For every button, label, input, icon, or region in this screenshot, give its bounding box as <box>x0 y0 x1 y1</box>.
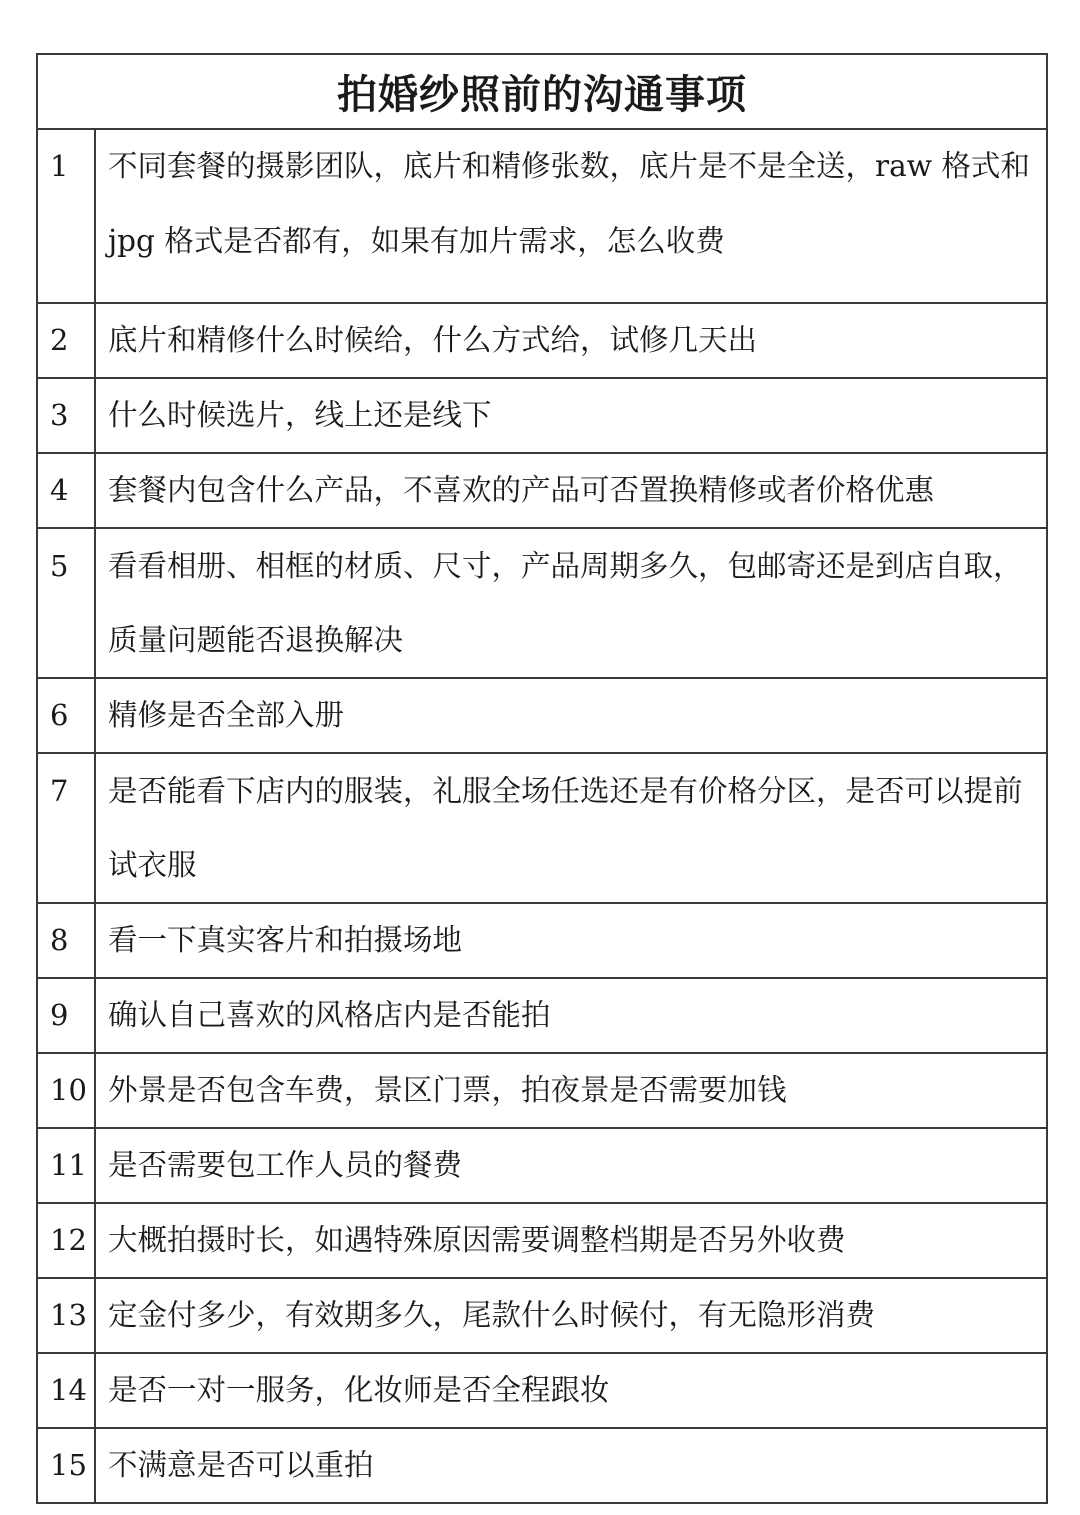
table-row <box>37 1128 1047 1203</box>
item-number: 11 <box>37 1128 95 1203</box>
table-row <box>37 528 1047 678</box>
table-row <box>37 753 1047 903</box>
item-text: 定金付多少，有效期多久，尾款什么时候付，有无隐形消费 <box>95 1278 1047 1353</box>
item-number: 9 <box>37 978 95 1053</box>
item-number: 13 <box>37 1278 95 1353</box>
table-row <box>37 1428 1047 1503</box>
table-row <box>37 678 1047 753</box>
table-row <box>37 903 1047 978</box>
item-number: 10 <box>37 1053 95 1128</box>
item-text: 看一下真实客片和拍摄场地 <box>95 903 1047 978</box>
item-number: 6 <box>37 678 95 753</box>
table-row <box>37 1203 1047 1278</box>
table-row <box>37 129 1047 303</box>
table-row <box>37 303 1047 378</box>
table-row <box>37 378 1047 453</box>
item-text: 底片和精修什么时候给，什么方式给，试修几天出 <box>95 303 1047 378</box>
item-text: 套餐内包含什么产品，不喜欢的产品可否置换精修或者价格优惠 <box>95 453 1047 528</box>
table-row <box>37 1278 1047 1353</box>
item-text: 确认自己喜欢的风格店内是否能拍 <box>95 978 1047 1053</box>
table-row <box>37 978 1047 1053</box>
item-number: 14 <box>37 1353 95 1428</box>
item-text: 精修是否全部入册 <box>95 678 1047 753</box>
item-number: 3 <box>37 378 95 453</box>
item-text: 大概拍摄时长，如遇特殊原因需要调整档期是否另外收费 <box>95 1203 1047 1278</box>
item-number: 15 <box>37 1428 95 1503</box>
item-number: 2 <box>37 303 95 378</box>
item-text: 外景是否包含车费，景区门票，拍夜景是否需要加钱 <box>95 1053 1047 1128</box>
item-number: 4 <box>37 453 95 528</box>
item-text: 什么时候选片，线上还是线下 <box>95 378 1047 453</box>
title-row <box>37 54 1047 129</box>
item-number: 8 <box>37 903 95 978</box>
item-text: 是否能看下店内的服装，礼服全场任选还是有价格分区，是否可以提前试衣服 <box>95 753 1047 903</box>
page-title: 拍婚纱照前的沟通事项 <box>37 54 1047 129</box>
item-text: 看看相册、相框的材质、尺寸，产品周期多久，包邮寄还是到店自取，质量问题能否退换解决 <box>95 528 1047 678</box>
table-row <box>37 453 1047 528</box>
item-number: 5 <box>37 528 95 678</box>
item-number: 7 <box>37 753 95 903</box>
item-number: 12 <box>37 1203 95 1278</box>
item-text: 不满意是否可以重拍 <box>95 1428 1047 1503</box>
item-text: 不同套餐的摄影团队，底片和精修张数，底片是不是全送，raw 格式和 jpg 格式是否都有，如果有加片需求，怎么收费 <box>95 129 1047 303</box>
table-row <box>37 1053 1047 1128</box>
item-text: 是否需要包工作人员的餐费 <box>95 1128 1047 1203</box>
checklist-table <box>36 53 1048 1504</box>
table-row <box>37 1353 1047 1428</box>
item-number: 1 <box>37 129 95 303</box>
item-text: 是否一对一服务，化妆师是否全程跟妆 <box>95 1353 1047 1428</box>
